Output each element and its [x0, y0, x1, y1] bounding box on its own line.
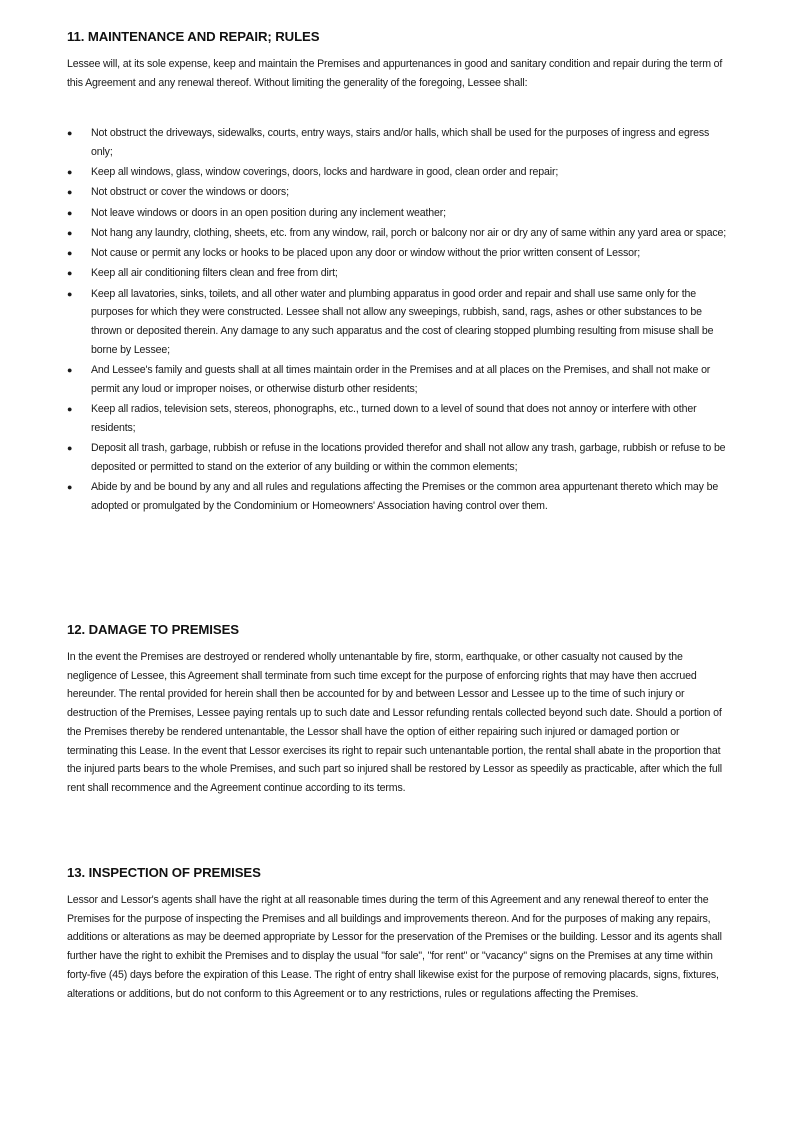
list-item	[67, 124, 729, 161]
list-item-text: Not hang any laundry, clothing, sheets, etc. from any window, rail, porch or balcony nor air or dry any of same within any yard area or space;	[91, 226, 727, 239]
section-12-body: In the event the Premises are destroyed or rendered wholly untenantable by fire, storm, earthquake, or other casualty not caused by the negligence of Lessee, this Agreement shall terminate from such time except for the purpose of enforcing rights that may have then accrued hereunder. The rental provided for herein shall then be accounted for by and between Lessor and Lessee up to the time of such injury or destruction of the Premises, Lessee paying rentals up to such date and Lessor refunding rentals collected beyond such date. Should a portion of the Premises thereby be rendered untenantable, the Lessor shall have the option of either repairing such injured or damaged portion or terminating this Lease. In the event that Lessor exercises its right to repair such untenantable portion, the rental shall abate in the proportion that the injured parts bears to the whole Premises, and such part so injured shall be restored by Lessor as speedily as practicable, after which the full rent shall recommence and the Agreement continue according to its terms.	[67, 651, 722, 794]
bullet-icon: ●	[67, 482, 73, 493]
list-item	[67, 224, 729, 243]
bullet-icon: ●	[67, 128, 73, 138]
section-11-heading: 11. MAINTENANCE AND REPAIR; RULES	[67, 29, 320, 44]
list-item	[67, 183, 729, 202]
list-item-text: Keep all lavatories, sinks, toilets, and all other water and plumbing apparatus in good order and repair and shall use same only for the purposes for which they were constructed. Lessee shall not allow any sweepings, rubbish, sand, rags, ashes or other substances to be thrown or deposited therein. Any damage to any such apparatus and the cost of clearing stopped plumbing resulting from misuse shall be borne by Lessee;	[91, 287, 714, 356]
list-item	[67, 439, 729, 476]
bullet-icon: ●	[67, 227, 73, 238]
list-item	[67, 264, 729, 283]
section-13-body: Lessor and Lessor's agents shall have the right at all reasonable times during the term of this Agreement and any renewal thereof to enter the Premises for the purpose of inspecting the Premises and all buildings and improvements thereon. And for the purposes of making any repairs, additions or alterations as may be deemed appropriate by Lessor for the preservation of the Premises or the building. Lessor and its agents shall further have the right to exhibit the Premises and to display the usual "for sale", "for rent" or "vacancy" signs on the Premises at any time within forty-five (45) days before the expiration of this Lease. The right of entry shall likewise exist for the purpose of removing placards, signs, fixtures, alterations or additions, but do not conform to this Agreement or to any restrictions, rules or regulations affecting the Premises.	[67, 894, 722, 1000]
bullet-icon: ●	[67, 207, 73, 218]
list-item-text: Keep all air conditioning filters clean and free from dirt;	[91, 267, 338, 280]
section-11-intro: Lessee will, at its sole expense, keep and maintain the Premises and appurtenances in good and sanitary condition and repair during the term of this Agreement and any renewal thereof. Without limiting the generality of the foregoing, Lessee shall:	[67, 58, 723, 89]
list-item-text: Keep all windows, glass, window coverings, doors, locks and hardware in good, clean order and repair;	[91, 166, 559, 178]
list-item-text: Abide by and be bound by any and all rules and regulations affecting the Premises or the common area appurtenant thereto which may be adopted or promulgated by the Condominium or Homeowners' Association having control over them.	[91, 481, 719, 512]
list-item-text: Deposit all trash, garbage, rubbish or refuse in the locations provided therefor and shall not allow any trash, garbage, rubbish or refuse to be deposited or permitted to stand on the exterior of any building or within the common elements;	[91, 442, 726, 473]
list-item-text: And Lessee's family and guests shall at all times maintain order in the Premises and at all places on the Premises, and shall not make or permit any loud or improper noises, or otherwise disturb other residents;	[91, 364, 711, 395]
list-item	[67, 400, 729, 437]
section-13-heading: 13. INSPECTION OF PREMISES	[67, 865, 261, 880]
list-item-text: Not obstruct the driveways, sidewalks, courts, entry ways, stairs and/or halls, which shall be used for the purposes of ingress and egress only;	[91, 127, 710, 158]
list-item	[67, 478, 729, 515]
bullet-icon: ●	[67, 187, 73, 198]
bullet-icon: ●	[67, 268, 73, 279]
list-item-text: Not cause or permit any locks or hooks to be placed upon any door or window without the prior written consent of Lessor;	[91, 247, 641, 260]
list-item-text: Not obstruct or cover the windows or doors;	[91, 186, 289, 199]
bullet-icon: ●	[67, 288, 73, 299]
section-12-heading: 12. DAMAGE TO PREMISES	[67, 622, 239, 637]
section-11-rules-list	[67, 124, 729, 517]
bullet-icon: ●	[67, 443, 73, 454]
list-item-text: Keep all radios, television sets, stereos, phonographs, etc., turned down to a level of sound that does not annoy or interfere with other residents;	[91, 403, 697, 434]
list-item	[67, 244, 729, 263]
list-item	[67, 204, 729, 223]
list-item	[67, 163, 729, 182]
bullet-icon: ●	[67, 167, 73, 177]
bullet-icon: ●	[67, 365, 73, 376]
bullet-icon: ●	[67, 404, 73, 415]
list-item	[67, 361, 729, 398]
list-item-text: Not leave windows or doors in an open position during any inclement weather;	[91, 206, 446, 219]
bullet-icon: ●	[67, 248, 73, 259]
list-item	[67, 285, 729, 360]
